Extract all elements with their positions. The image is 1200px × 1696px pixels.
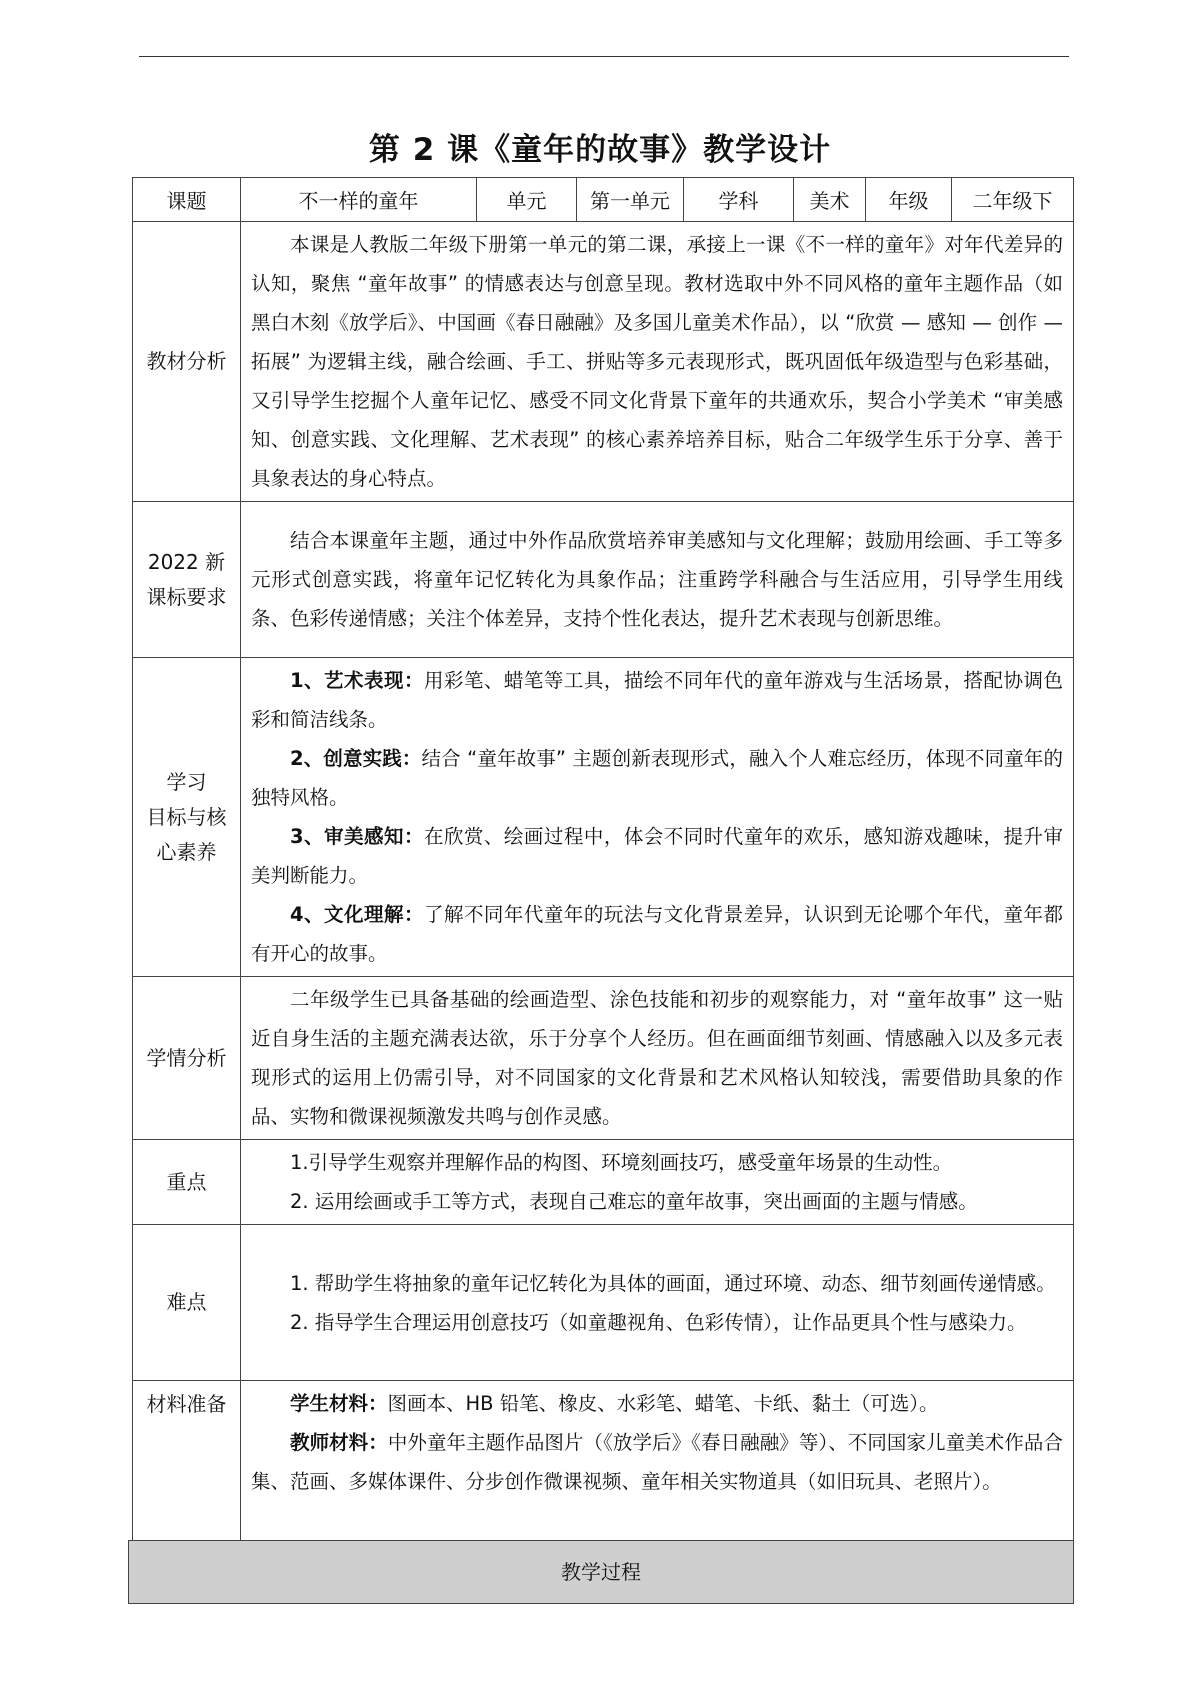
objective-head: 3、审美感知：: [290, 825, 424, 848]
difficulties-row: [133, 1225, 1074, 1381]
objective-head: 2、创意实践：: [290, 747, 422, 770]
objectives-label: [133, 658, 241, 977]
objectives-label-line2: 目标与核: [146, 804, 227, 829]
difficulties-cell: [241, 1225, 1074, 1381]
curriculum-label-line1: 2022 新: [147, 549, 226, 574]
key-points-label: 重点: [133, 1140, 241, 1225]
objective-text: 了解不同年代童年的玩法与文化背景差异，认识到无论哪个年代，童年都有开心的故事。: [251, 903, 1063, 965]
material-analysis-text: 本课是人教版二年级下册第一单元的第二课，承接上一课《不一样的童年》对年代差异的认知，聚焦 “童年故事” 的情感表达与创意呈现。教材选取中外不同风格的童年主题作品（如黑白木刻《放学后》、中国画《春日融融》及多国儿童美术作品），以 “欣赏 — 感知 — 创作 — 拓展” 为逻辑主线，融合绘画、手工、拼贴等多元表现形式，既巩固低年级造型与色彩基础，又引导学生挖掘个人童年记忆、感受不同文化背景下童年的共通欢乐，契合小学美术 “审美感知、创意实践、文化理解、艺术表现” 的核心素养培养目标，贴合二年级学生乐于分享、善于具象表达的身心特点。: [251, 233, 1063, 490]
objective-item: [251, 739, 1063, 817]
learner-analysis-row: [133, 977, 1074, 1140]
grade-label: 年级: [866, 178, 952, 222]
teaching-process-header: 教学过程: [128, 1540, 1074, 1604]
objective-text: 结合 “童年故事” 主题创新表现形式，融入个人难忘经历，体现不同童年的独特风格。: [251, 747, 1063, 809]
unit-value: 第一单元: [577, 178, 684, 222]
student-materials-text: 图画本、HB 铅笔、橡皮、水彩笔、蜡笔、卡纸、黏土（可选）。: [387, 1392, 939, 1415]
materials-label: 材料准备: [133, 1381, 241, 1564]
grade-value: 二年级下: [952, 178, 1074, 222]
lesson-plan-table: [132, 177, 1074, 1564]
teacher-materials-text: 中外童年主题作品图片（《放学后》《春日融融》等）、不同国家儿童美术作品合集、范画、多媒体课件、分步创作微课视频、童年相关实物道具（如旧玩具、老照片）。: [251, 1431, 1063, 1493]
subject-value: 美术: [794, 178, 866, 222]
subject-label: 学科: [684, 178, 794, 222]
objective-item: [251, 661, 1063, 739]
curriculum-text: 结合本课童年主题，通过中外作品欣赏培养审美感知与文化理解；鼓励用绘画、手工等多元形式创意实践，将童年记忆转化为具象作品；注重跨学科融合与生活应用，引导学生用线条、色彩传递情感；关注个体差异，支持个性化表达，提升艺术表现与创新思维。: [251, 529, 1063, 630]
objective-item: [251, 817, 1063, 895]
teacher-materials: [251, 1423, 1063, 1501]
student-materials-head: 学生材料：: [290, 1392, 388, 1415]
unit-label: 单元: [477, 178, 577, 222]
curriculum-label-line2: 课标要求: [146, 584, 227, 609]
key-points-cell: [241, 1140, 1074, 1225]
objective-head: 4、文化理解：: [290, 903, 424, 926]
teacher-materials-head: 教师材料：: [290, 1431, 388, 1454]
key-point-line: 2. 运用绘画或手工等方式，表现自己难忘的童年故事，突出画面的主题与情感。: [290, 1190, 978, 1213]
topic-value: 不一样的童年: [241, 178, 477, 222]
objective-head: 1、艺术表现：: [290, 669, 424, 692]
topic-label: 课题: [133, 178, 241, 222]
material-analysis-row: [133, 222, 1074, 502]
objectives-cell: [241, 658, 1074, 977]
objective-text: 用彩笔、蜡笔等工具，描绘不同年代的童年游戏与生活场景，搭配协调色彩和简洁线条。: [251, 669, 1063, 731]
curriculum-row: [133, 502, 1074, 658]
learner-analysis-label: 学情分析: [133, 977, 241, 1140]
materials-cell: [241, 1381, 1074, 1564]
learner-analysis-text: 二年级学生已具备基础的绘画造型、涂色技能和初步的观察能力，对 “童年故事” 这一贴近自身生活的主题充满表达欲，乐于分享个人经历。但在画面细节刻画、情感融入以及多元表现形式的运用上仍需引导，对不同国家的文化背景和艺术风格认知较浅，需要借助具象的作品、实物和微课视频激发共鸣与创作灵感。: [251, 988, 1063, 1128]
materials-row: [133, 1381, 1074, 1564]
header-row: [133, 178, 1074, 222]
objectives-label-line3: 心素养: [156, 839, 217, 864]
difficulty-line: 1. 帮助学生将抽象的童年记忆转化为具体的画面，通过环境、动态、细节刻画传递情感。: [290, 1271, 1056, 1295]
material-analysis-cell: [241, 222, 1074, 502]
curriculum-label: [133, 502, 241, 658]
objectives-row: [133, 658, 1074, 977]
material-analysis-label: 教材分析: [133, 222, 241, 502]
header-rule: [139, 56, 1069, 57]
difficulties-label: 难点: [133, 1225, 241, 1381]
objective-text: 在欣赏、绘画过程中，体会不同时代童年的欢乐，感知游戏趣味，提升审美判断能力。: [251, 825, 1063, 887]
curriculum-cell: [241, 502, 1074, 658]
key-points-row: [133, 1140, 1074, 1225]
objective-item: [251, 895, 1063, 973]
objectives-label-line1: 学习: [166, 769, 207, 794]
key-point-line: 1.引导学生观察并理解作品的构图、环境刻画技巧，感受童年场景的生动性。: [290, 1151, 953, 1174]
document-title: 第 2 课《童年的故事》教学设计: [368, 132, 832, 168]
student-materials: [251, 1384, 1063, 1423]
learner-analysis-cell: [241, 977, 1074, 1140]
difficulty-line: 2. 指导学生合理运用创意技巧（如童趣视角、色彩传情），让作品更具个性与感染力。: [290, 1310, 1027, 1334]
